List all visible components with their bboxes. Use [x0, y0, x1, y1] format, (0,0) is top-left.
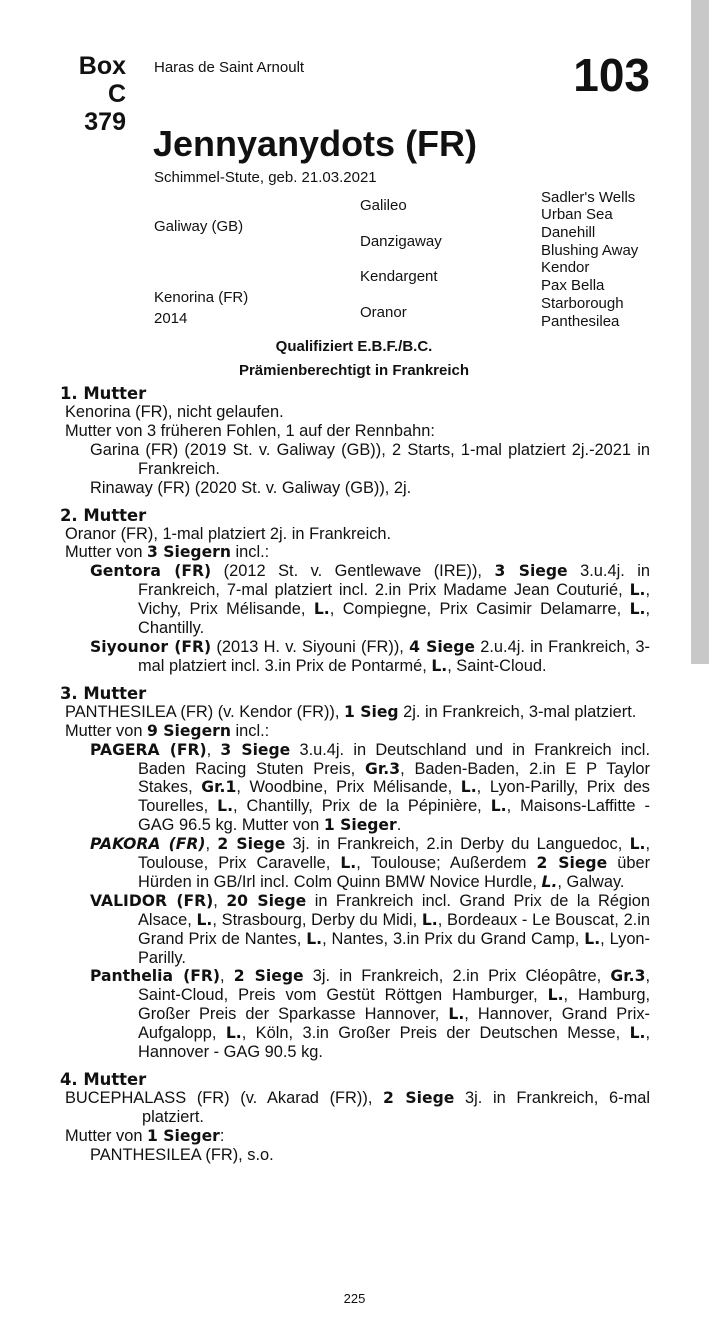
- section-title: 2. Mutter: [60, 505, 147, 525]
- produce-summary: Mutter von 3 früheren Fohlen, 1 auf der Rennbahn:: [65, 421, 435, 440]
- dam-line: [60, 384, 650, 1165]
- scrollbar[interactable]: [691, 0, 709, 664]
- offspring-entry: Rinaway (FR) (2020 St. v. Galiway (GB)), 2j.: [90, 478, 412, 497]
- box-number: C 379: [84, 80, 126, 136]
- breeder: Haras de Saint Arnoult: [154, 59, 305, 76]
- dam-record: Kenorina (FR), nicht gelaufen.: [65, 403, 284, 421]
- pedigree-ancestor: Panthesilea: [541, 313, 620, 330]
- offspring-name: PAGERA (FR): [90, 740, 207, 759]
- horse-name: Jennyanydots (FR): [153, 123, 478, 164]
- offspring-entry: Panthelia (FR), 2 Siege 3j. in Frankreich, 2.in Prix Cléopâtre, Gr.3, Saint-Cloud, Preis vom Gestüt Röttgen Hamburger, L., Hamburg, Großer Preis der Sparkasse Hannover, L., Hannover, Grand Prix-Aufgalopp, L., Köln, 3.in Großer Preis der Deutschen Messe, L., Hannover - GAG 90.5 kg.: [90, 967, 651, 1062]
- pedigree-ancestor: Starborough: [541, 295, 624, 312]
- pedigree-ancestor: Sadler's Wells: [541, 189, 636, 206]
- produce-summary: Mutter von 3 Siegern incl.:: [65, 543, 270, 562]
- box-title: Box: [78, 52, 126, 80]
- section-third-dam: [60, 684, 650, 1062]
- offspring-entry: PAKORA (FR), 2 Siege 3j. in Frankreich, 2.in Derby du Languedoc, L., Toulouse, Prix Caravelle, L., Toulouse; Außerdem 2 Siege über Hürden in GB/Irl incl. Colm Quinn BMW Novice Hurdle, L., Galway.: [90, 835, 651, 891]
- pedigree-ancestor: Blushing Away: [541, 242, 639, 259]
- pedigree-dam: Kenorina (FR): [154, 289, 249, 306]
- offspring-name: PAKORA (FR): [90, 835, 206, 854]
- pedigree-granddam: Oranor: [360, 304, 407, 321]
- dam-record: BUCEPHALASS (FR) (v. Akarad (FR)), 2 Siege 3j. in Frankreich, 6-mal platziert.: [65, 1089, 650, 1126]
- offspring-name: Panthelia (FR): [90, 967, 220, 986]
- offspring-entry: PAGERA (FR), 3 Siege 3.u.4j. in Deutschland und in Frankreich incl. Baden Racing Stuten Preis, Gr.3, Baden-Baden, 2.in E P Taylor Stakes, Gr.1, Woodbine, Prix Mélisande, L., Lyon-Parilly, Prix des Tourelles, L., Chantilly, Prix de la Pépinière, L., Maisons-Laffitte - GAG 96.5 kg. Mutter von 1 Sieger.: [90, 740, 651, 835]
- offspring-name: Gentora (FR): [90, 562, 212, 581]
- box-label: [60, 52, 126, 136]
- section-title: 3. Mutter: [60, 683, 147, 703]
- horse-description: Schimmel-Stute, geb. 21.03.2021: [154, 169, 377, 186]
- offspring-name: Siyounor (FR): [90, 637, 212, 656]
- pedigree-ancestor: Pax Bella: [541, 277, 605, 294]
- lot-number: 103: [573, 49, 650, 101]
- offspring-entry: Garina (FR) (2019 St. v. Galiway (GB)), 2 Starts, 1-mal platziert 2j.-2021 in Frankreich.: [90, 440, 650, 478]
- pedigree-dam-year: 2014: [154, 310, 188, 327]
- offspring-name: VALIDOR (FR): [90, 891, 214, 910]
- pedigree-ancestor: Danehill: [541, 224, 596, 241]
- produce-summary: Mutter von 9 Siegern incl.:: [65, 721, 270, 740]
- pedigree-granddam: Danzigaway: [360, 233, 442, 250]
- offspring-entry: PANTHESILEA (FR), s.o.: [90, 1145, 274, 1164]
- section-fourth-dam: [60, 1070, 650, 1165]
- qualification-note: Qualifiziert E.B.F./B.C.: [275, 338, 433, 355]
- pedigree-ancestor: Kendor: [541, 259, 590, 276]
- offspring-entry: Siyounor (FR) (2013 H. v. Siyouni (FR)), 4 Siege 2.u.4j. in Frankreich, 3-mal platziert incl. 3.in Prix de Pontarmé, L., Saint-Cloud.: [90, 637, 651, 675]
- premium-note: Prämienberechtigt in Frankreich: [238, 362, 470, 379]
- pedigree-grandsire: Kendargent: [360, 268, 438, 285]
- section-second-dam: [60, 506, 650, 676]
- pedigree-ancestor: Urban Sea: [541, 206, 613, 223]
- produce-summary: Mutter von 1 Sieger:: [65, 1126, 225, 1145]
- dam-record: PANTHESILEA (FR) (v. Kendor (FR)), 1 Sieg 2j. in Frankreich, 3-mal platziert.: [65, 702, 637, 721]
- section-first-dam: [60, 384, 650, 498]
- dam-record: Oranor (FR), 1-mal platziert 2j. in Frankreich.: [65, 524, 392, 543]
- page-number: 225: [343, 1291, 366, 1306]
- offspring-entry: VALIDOR (FR), 20 Siege in Frankreich incl. Grand Prix de la Région Alsace, L., Strasbourg, Derby du Midi, L., Bordeaux - Le Bouscat, 2.in Grand Prix de Nantes, L., Nantes, 3.in Prix du Grand Camp, L., Lyon-Parilly.: [90, 891, 651, 967]
- section-title: 4. Mutter: [60, 1070, 147, 1089]
- pedigree-grandsire: Galileo: [360, 197, 407, 214]
- section-title: 1. Mutter: [60, 384, 147, 403]
- pedigree-sire: Galiway (GB): [154, 218, 244, 235]
- offspring-entry: Gentora (FR) (2012 St. v. Gentlewave (IRE)), 3 Siege 3.u.4j. in Frankreich, 7-mal platziert incl. 2.in Prix Madame Jean Couturié, L., Vichy, Prix Mélisande, L., Compiegne, Prix Casimir Delamarre, L., Chantilly.: [90, 562, 651, 638]
